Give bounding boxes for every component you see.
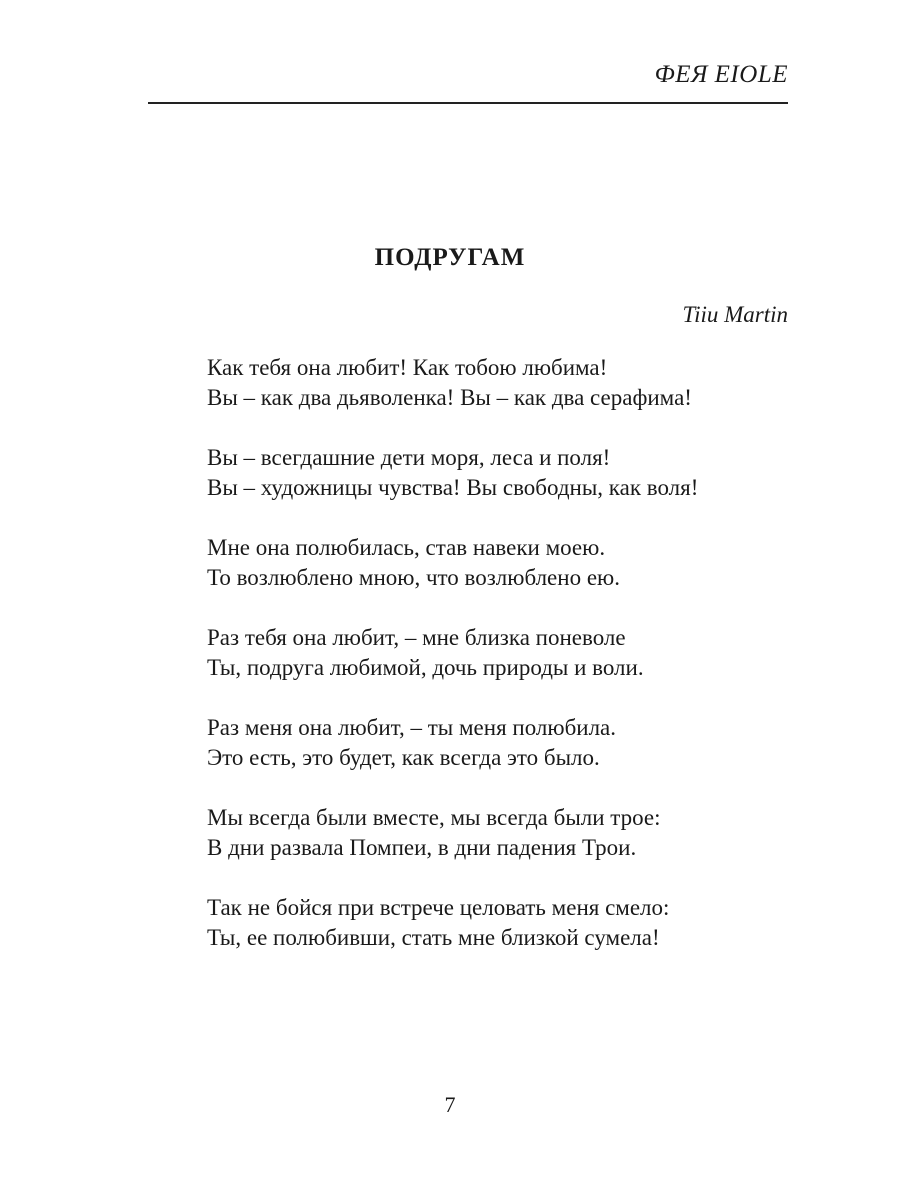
verse-line: Вы – как два дьяволенка! Вы – как два серафима! — [207, 385, 692, 410]
verse-line: Раз меня она любит, – ты меня полюбила. — [207, 715, 617, 740]
verse-line: Вы – всегдашние дети моря, леса и поля! — [207, 445, 611, 470]
stanza-6 — [207, 803, 807, 863]
verse-line: В дни развала Помпеи, в дни падения Трои. — [207, 835, 637, 860]
poem-body — [207, 353, 807, 983]
poem-author: Tiiu Martin — [682, 302, 788, 327]
page-number: 7 — [444, 1092, 456, 1117]
stanza-1 — [207, 353, 807, 413]
verse-line: Раз тебя она любит, – мне близка поневоле — [207, 625, 626, 650]
verse-line: Ты, подруга любимой, дочь природы и воли. — [207, 655, 644, 680]
running-head: ФЕЯ EIOLE — [654, 61, 788, 88]
stanza-2 — [207, 443, 807, 503]
stanza-7 — [207, 893, 807, 953]
header-rule — [148, 102, 788, 104]
stanza-5 — [207, 713, 807, 773]
verse-line: Вы – художницы чувства! Вы свободны, как воля! — [207, 475, 699, 500]
verse-line: Так не бойся при встрече целовать меня смело: — [207, 895, 670, 920]
stanza-3 — [207, 533, 807, 593]
stanza-4 — [207, 623, 807, 683]
verse-line: Мы всегда были вместе, мы всегда были трое: — [207, 805, 661, 830]
verse-line: Как тебя она любит! Как тобою любима! — [207, 355, 608, 380]
verse-line: Ты, ее полюбивши, стать мне близкой сумела! — [207, 925, 660, 950]
verse-line: То возлюблено мною, что возлюблено ею. — [207, 565, 620, 590]
verse-line: Мне она полюбилась, став навеки моею. — [207, 535, 606, 560]
verse-line: Это есть, это будет, как всегда это было. — [207, 745, 600, 770]
poem-title: ПОДРУГАМ — [374, 244, 526, 271]
